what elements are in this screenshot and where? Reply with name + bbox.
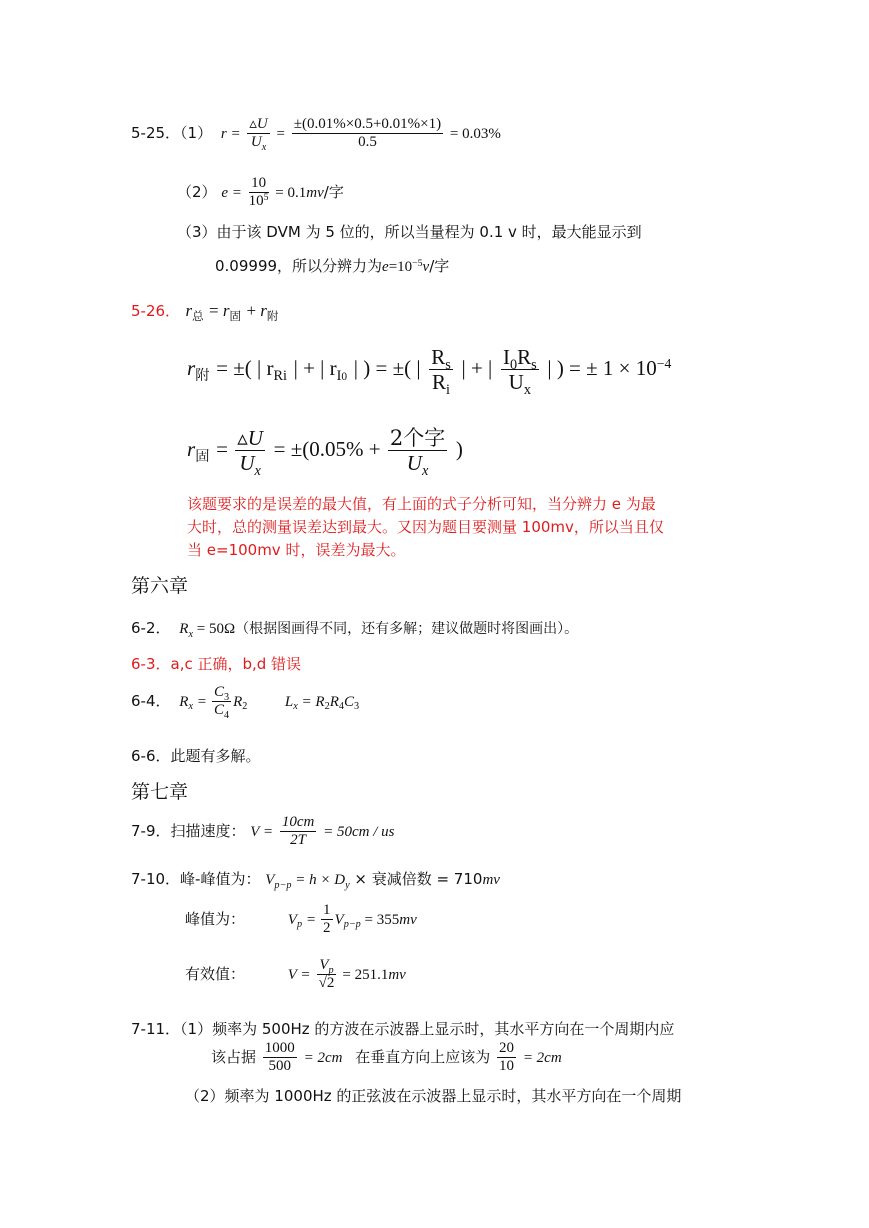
problem-7-10: 7-10．峰-峰值为： $V_{p-p} = h \times D_y$ × 衰减倍数 = 710mv: [131, 870, 500, 891]
problem-5-25-label: 5-25．（1）: [131, 123, 213, 142]
peak-value-line: 峰值为： $V_p$ = $\frac{1}{2}$ $V_{p-p} = 355mv$: [185, 902, 417, 937]
fraction-10cm-over-2t: $\frac{10cm}{2T}$: [281, 814, 315, 849]
rms-value-line: 有效值： V = $\frac{V_p}{√2}$ = 251.1mv: [185, 957, 406, 992]
fraction-vp-over-sqrt2: $\frac{V_p}{√2}$: [318, 957, 335, 992]
problem-5-25-part3-line2: 0.09999，所以分辨力为$e=10^{-5}v/$字: [215, 257, 450, 275]
problem-5-25-part2: （2） e = $\frac{10}{10^5}$ = 0.1mv/字: [177, 175, 344, 210]
problem-7-11-line1: 7-11．（1）频率为 500Hz 的方波在示波器上显示时，其水平方向在一个周期内应: [131, 1020, 675, 1038]
chapter-6-heading: 第六章: [131, 575, 189, 597]
problem-5-26-label: 5-26．: [131, 302, 181, 320]
fraction-error-expression: $\frac{\pm(0.01\%\times 0.5+0.01\%\times 1)}{0.5}$: [293, 116, 442, 151]
chapter-7-heading: 第七章: [131, 781, 189, 803]
equation-r-fixed: $r_固$ = $\frac{▵U}{U_x}$ = ±(0.05% + $\frac{\text{2个字}}{U_x}$ ): [187, 426, 463, 480]
problem-6-4: 6-4． $R_x$ = $\frac{C_3}{C_4}$ $R_2$ $L_x = R_2R_4C_3$: [131, 684, 360, 721]
fraction-2-digits-over-ux: $\frac{\text{2个字}}{U_x}$: [389, 426, 446, 480]
fraction-10-over-10e5: $\frac{10}{10^5}$: [248, 175, 269, 210]
problem-5-26: 5-26． $r_总 = r_固 + r_附$: [131, 301, 279, 324]
fraction-20-over-10: $\frac{20}{10}$: [499, 1040, 515, 1075]
fraction-c3-over-c4: $\frac{C_3}{C_4}$: [213, 684, 230, 721]
problem-5-25-part3-line1: （3）由于该 DVM 为 5 位的，所以当量程为 0.1 v 时，最大能显示到: [177, 223, 642, 241]
result-value: = 0.03%: [449, 125, 501, 142]
fraction-rs-over-ri: $\frac{R_s}{R_i}$: [431, 345, 451, 399]
fraction-du-over-ux: $\frac{▵U}{U_x}$: [249, 116, 268, 153]
note-line-1: 该题要求的是误差的最大值，有上面的式子分析可知，当分辨力 e 为最: [187, 495, 656, 513]
note-line-2: 大时，总的测量误差达到最大。又因为题目要测量 100mv，所以当且仅: [187, 518, 664, 536]
note-line-3: 当 e=100mv 时，误差为最大。: [187, 541, 406, 559]
problem-5-25: 5-25．（1） r = $\frac{▵U}{U_x}$ = $\frac{\pm(0.01\%\times 0.5+0.01\%\times 1)}{0.5}$ = 0.03%: [131, 116, 501, 153]
problem-7-9: 7-9．扫描速度： V = $\frac{10cm}{2T}$ = 50cm / us: [131, 814, 395, 849]
fraction-i0rs-over-ux: $\frac{I_0R_s}{U_x}$: [502, 345, 537, 399]
problem-7-11-line2: 该占据 $\frac{1000}{500}$ = 2cm 在垂直方向上应该为 $\frac{20}{10}$ = 2cm: [211, 1040, 562, 1075]
equation-r-additional: $r_附$ = ±( | $r_{Ri}$ | + | $r_{I0}$ | ) = ±( | $\frac{R_s}{R_i}$ | + | $\frac{I_0R_s}{U_x}$ | ) = ± $1 \times 10^{-4}$: [187, 345, 672, 399]
problem-7-11-line3: （2）频率为 1000Hz 的正弦波在示波器上显示时，其水平方向在一个周期: [185, 1087, 682, 1105]
problem-6-2: 6-2． $R_x = 50\Omega$（根据图画得不同，还有多解；建议做题时将图画出）。: [131, 619, 579, 640]
fraction-one-half: $\frac{1}{2}$: [323, 902, 331, 937]
problem-6-3: 6-3．a,c 正确，b,d 错误: [131, 655, 302, 673]
problem-6-6: 6-6．此题有多解。: [131, 747, 261, 765]
fraction-1000-over-500: $\frac{1000}{500}$: [264, 1040, 295, 1075]
